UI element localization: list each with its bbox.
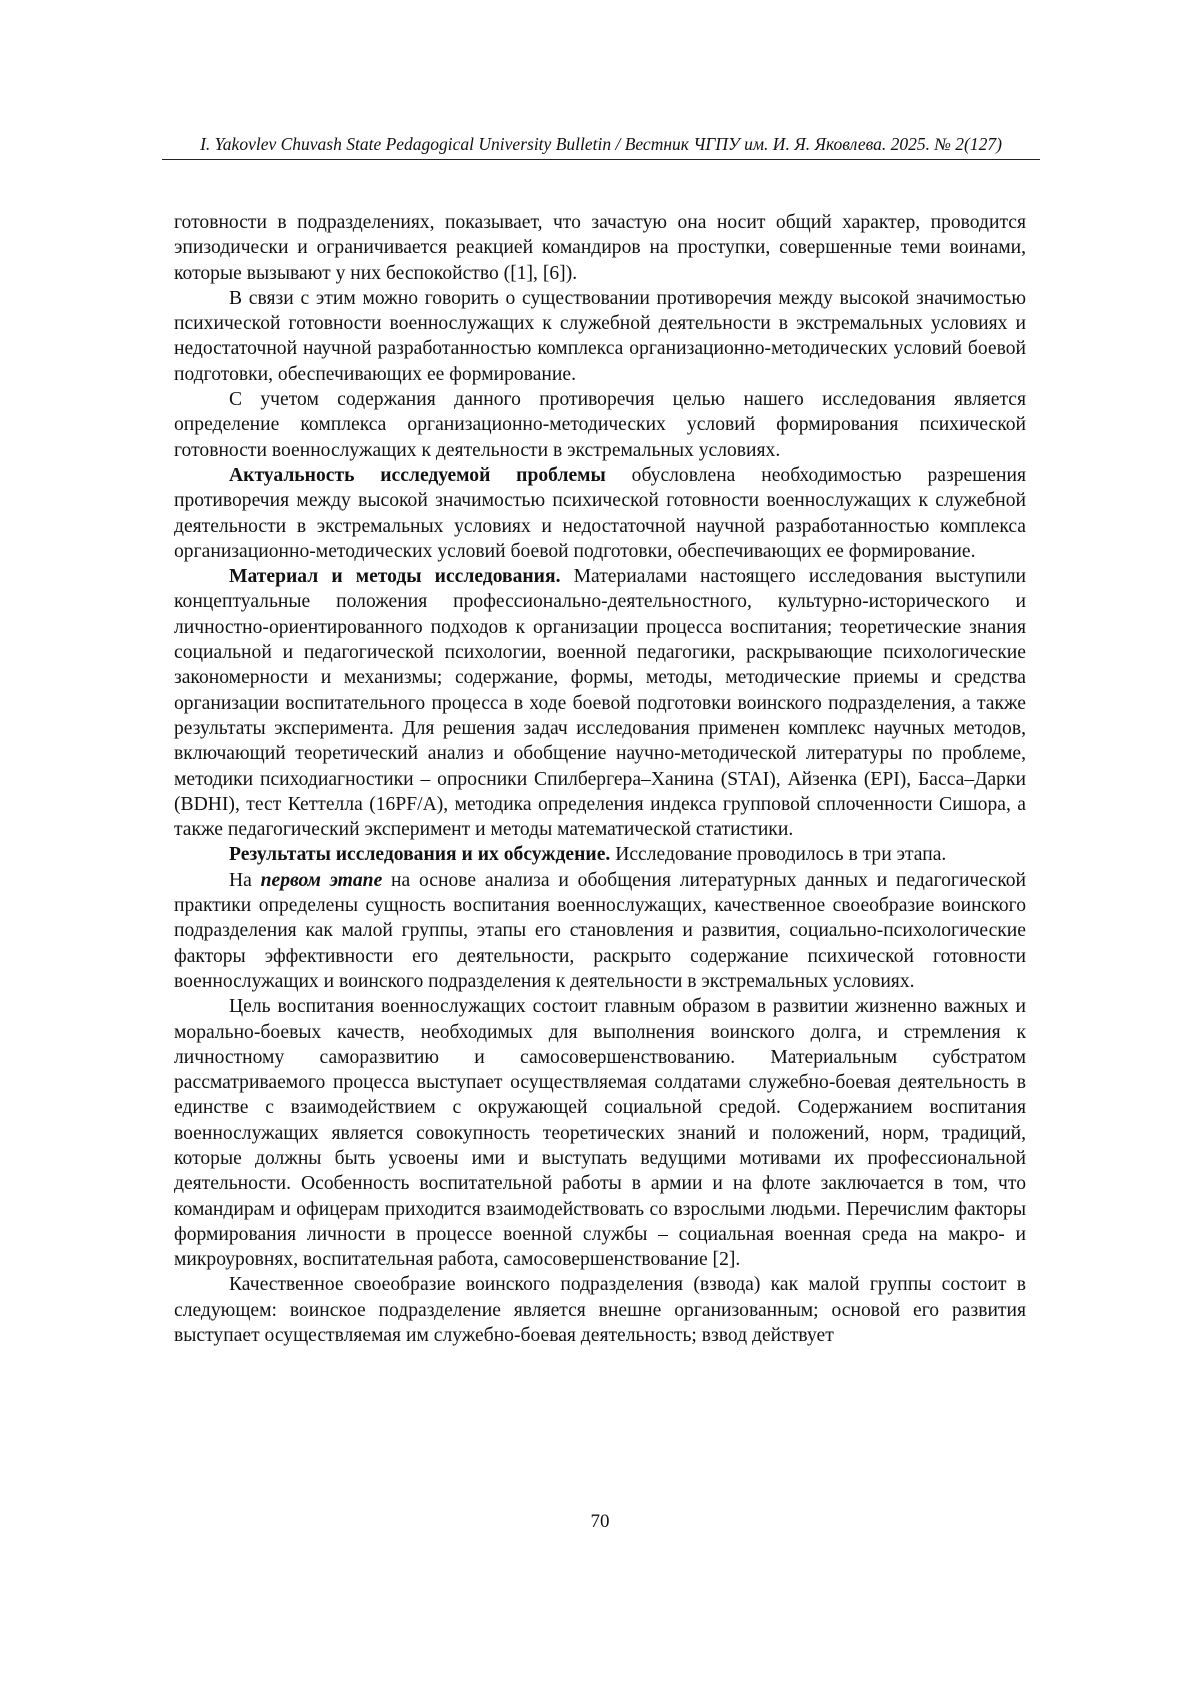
first-stage-prefix: На bbox=[229, 869, 261, 891]
methods-heading: Материал и методы исследования. bbox=[229, 566, 561, 588]
paragraph-1: готовности в подразделениях, показывает, что зачастую она носит общий характер, проводится эпизодически и ограничивается реакцией командиров на проступки, совершенные теми воинами, которые вызывают у них беспокойство ([1], [6]). bbox=[174, 212, 1026, 284]
article-body bbox=[174, 210, 1026, 1348]
relevance-text: обусловлена необходимостью разрешения противоречия между высокой значимостью психической готовности военнослужащих к служебной деятельности в экстремальных условиях и недостаточной научной разработанностью комплекса организационно-методических условий боевой подготовки, обеспечивающих ее формирование. bbox=[174, 464, 1026, 562]
page-number: 70 bbox=[590, 1511, 610, 1532]
paragraph-8: Цель воспитания военнослужащих состоит главным образом в развитии жизненно важных и морально-боевых качеств, необходимых для выполнения воинского долга, и стремления к личностному саморазвитию и самосовершенствованию. Материальным субстратом рассматриваемого процесса выступает осуществляемая солдатами служебно-боевая деятельность в единстве с взаимодействием с окружающей социальной средой. Содержанием воспитания военнослужащих является совокупность теоретических знаний и положений, норм, традиций, которые должны быть усвоены ими и выступать ведущими мотивами их профессиональной деятельности. Особенность воспитательной работы в армии и на флоте заключается в том, что командирам и офицерам приходится взаимодействовать со взрослыми людьми. Перечислим факторы формирования личности в процессе военной службы – социальная военная среда на макро- и микроуровнях, воспитательная работа, самосовершенствование [2]. bbox=[174, 996, 1026, 1271]
paragraph-methods bbox=[174, 564, 1026, 842]
first-stage-text: на основе анализа и обобщения литературных данных и педагогической практики определены сущность воспитания военнослужащих, качественное своеобразие воинского подразделения как малой группы, этапы его становления и развития, социально-психологические факторы эффективности его деятельности, раскрыто содержание психической готовности военнослужащих и воинского подразделения к деятельности в экстремальных условиях. bbox=[174, 869, 1026, 992]
paragraph-results bbox=[174, 842, 1026, 867]
methods-text: Материалами настоящего исследования выступили концептуальные положения профессионально-деятельностного, культурно-исторического и личностно-ориентированного подходов к организации процесса воспитания; теоретические знания социальной и педагогической психологии, военной педагогики, раскрывающие психологические закономерности и механизмы; содержание, формы, методы, методические приемы и средства организации воспитательного процесса в ходе боевой подготовки воинского подразделения, а также результаты эксперимента. Для решения задач исследования применен комплекс научных методов, включающий теоретический анализ и обобщение научно-методической литературы по проблеме, методики психодиагностики – опросники Спилбергера–Ханина (STAI), Айзенка (EPI), Басса–Дарки (BDHI), тест Кеттелла (16PF/A), методика определения индекса групповой сплоченности Сишора, а также педагогический эксперимент и методы математической статистики. bbox=[174, 566, 1026, 841]
first-stage-emphasis: первом этапе bbox=[260, 869, 383, 891]
paragraph-9: Качественное своеобразие воинского подразделения (взвода) как малой группы состоит в следующем: воинское подразделение является внешне организованным; основой его развития выступает осуществляемая им служебно-боевая деятельность; взвод действует bbox=[174, 1274, 1026, 1347]
results-text: Исследование проводилось в три этапа. bbox=[610, 844, 947, 866]
results-heading: Результаты исследования и их обсуждение. bbox=[229, 844, 611, 866]
running-head: I. Yakovlev Chuvash State Pedagogical University Bulletin / Вестник ЧГПУ им. И. Я. Яковлева. 2025. № 2(127) bbox=[162, 133, 1040, 160]
paragraph-3: С учетом содержания данного противоречия целью нашего исследования является определение комплекса организационно-методических условий формирования психической готовности военнослужащих к деятельности в экстремальных условиях. bbox=[174, 389, 1026, 461]
paragraph-2: В связи с этим можно говорить о существовании противоречия между высокой значимостью психической готовности военнослужащих к служебной деятельности в экстремальных условиях и недостаточной научной разработанностью комплекса организационно-методических условий боевой подготовки, обеспечивающих ее формирование. bbox=[174, 287, 1026, 385]
relevance-heading: Актуальность исследуемой проблемы bbox=[229, 464, 606, 486]
paragraph-first-stage bbox=[174, 868, 1026, 994]
paragraph-relevance bbox=[174, 463, 1026, 564]
